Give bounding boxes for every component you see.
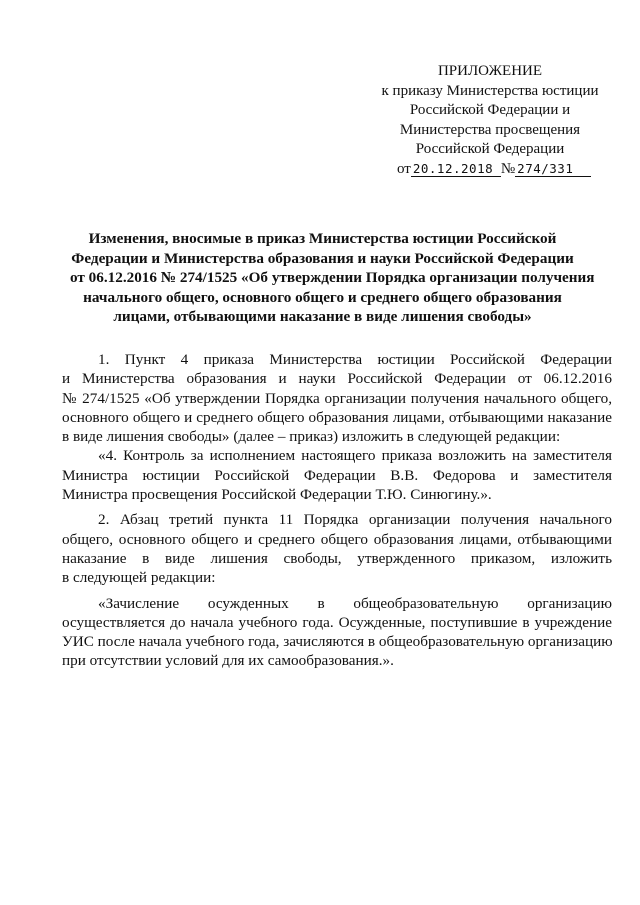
body-line: и Министерства образования и науки Российской Федерации от 06.12.2016 (62, 370, 612, 388)
body-line: осуществляется до начала учебного года. Осужденные, поступившие в учреждение (62, 613, 612, 631)
appendix-line: Российской Федерации (415, 141, 565, 157)
appendix-line: Российской Федерации и (409, 102, 571, 118)
paragraph-1 (62, 350, 612, 446)
body-line: УИС после начала учебного года, зачисляются в общеобразовательную организацию (62, 633, 613, 651)
appendix-header (375, 62, 605, 179)
appendix-line: к приказу Министерства юстиции (381, 82, 599, 99)
body-line: 2. Абзац третий пункта 11 Порядка организации получения начального (98, 511, 612, 529)
paragraph-2 (62, 446, 612, 504)
number-prefix: № (500, 160, 516, 177)
body-line: в следующей редакции: (62, 569, 216, 587)
body-line: № 274/1525 «Об утверждении Порядка организации получения начального общего, (62, 389, 612, 407)
body-line: Министра просвещения Российской Федерации Т.Ю. Синюгину.». (62, 486, 492, 504)
date-prefix: от (397, 160, 411, 177)
appendix-title: ПРИЛОЖЕНИЕ (437, 63, 543, 79)
title-line: начального общего, основного общего и среднего общего образования (83, 288, 562, 306)
paragraph-4 (62, 594, 612, 671)
document-body (62, 350, 612, 671)
title-line: от 06.12.2016 № 274/1525 «Об утверждении Порядка организации получения (70, 269, 595, 286)
title-line: Федерации и Министерства образования и науки Российской Федерации (71, 249, 574, 267)
body-line: при отсутствии условий для их самообразования.». (62, 652, 394, 670)
order-number: 274/331 (515, 162, 591, 177)
body-line: 1. Пункт 4 приказа Министерства юстиции Российской Федерации (98, 351, 612, 368)
paragraph-3 (62, 510, 612, 587)
body-line: в виде лишения свободы» (далее – приказ) изложить в следующей редакции: (62, 428, 561, 446)
body-line: «Зачисление осужденных в общеобразовательную организацию (98, 594, 612, 612)
body-line: наказание в виде лишения свободы, утвержденного приказом, изложить (62, 549, 612, 567)
body-line: общего, основного общего и среднего общего образования лицами, отбывающими (62, 530, 612, 548)
order-date: 20.12.2018 (411, 162, 501, 177)
order-date-number (375, 160, 605, 180)
body-line: основного общего и среднего общего образования лицами, отбывающими наказание (62, 408, 612, 426)
body-line: «4. Контроль за исполнением настоящего приказа возложить на заместителя (98, 447, 612, 465)
title-line: лицами, отбывающими наказание в виде лишения свободы» (113, 308, 532, 325)
document-title (70, 229, 595, 327)
title-line: Изменения, вносимые в приказ Министерства юстиции Российской (88, 230, 557, 247)
body-line: Министра юстиции Российской Федерации В.В. Федорова и заместителя (62, 466, 612, 484)
appendix-line: Министерства просвещения (399, 121, 581, 138)
